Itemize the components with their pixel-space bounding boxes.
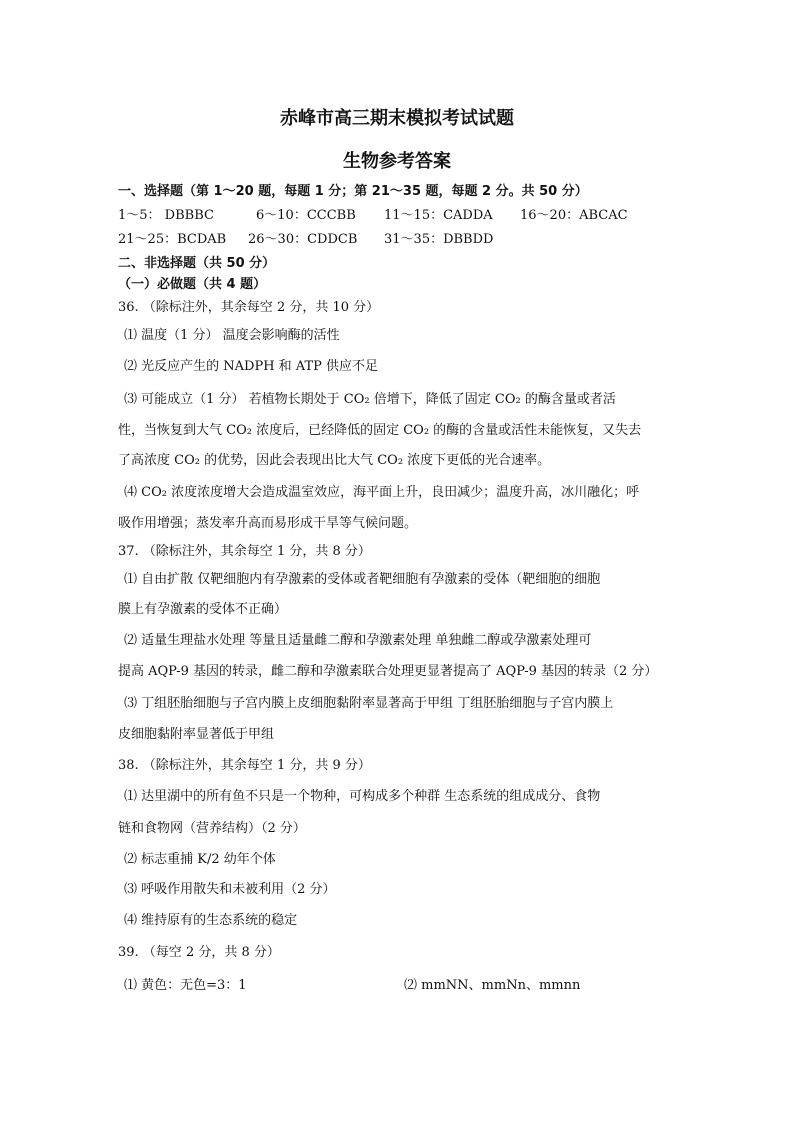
page-title: 赤峰市高三期末模拟考试试题 [280, 108, 514, 129]
q37-answer-1-line2: 膜上有孕激素的受体不正确） [118, 602, 288, 617]
choice-answers-1-5: 1～5： DBBBC [118, 208, 214, 223]
choice-answers-6-10: 6～10：CCCBB [256, 208, 356, 223]
q38-answer-4: ⑷ 维持原有的生态系统的稳定 [124, 913, 298, 928]
choice-answers-16-20: 16～20：ABCAC [520, 208, 628, 223]
q37-header: 37. （除标注外，其余每空 1 分，共 8 分） [118, 544, 371, 559]
q37-answer-3-line1: ⑶ 丁组胚胎细胞与子宫内膜上皮细胞黏附率显著高于甲组 丁组胚胎细胞与子宫内膜上 [124, 696, 614, 711]
q37-answer-1-line1: ⑴ 自由扩散 仅靶细胞内有孕激素的受体或者靶细胞有孕激素的受体（靶细胞的细胞 [124, 572, 601, 587]
q37-answer-2-line2: 提高 AQP-9 基因的转录，雌二醇和孕激素联合处理更显著提高了 AQP-9 基因的转录（2 分） [118, 664, 658, 679]
q36-answer-4-line2: 吸作用增强；蒸发率升高而易形成干旱等气候问题。 [118, 516, 418, 531]
choice-answers-11-15: 11～15：CADDA [384, 208, 493, 223]
q37-answer-3-line2: 皮细胞黏附率显著低于甲组 [118, 727, 275, 742]
choice-answers-21-25: 21～25：BCDAB [118, 232, 227, 247]
choice-answers-31-35: 31～35：DBBDD [384, 232, 494, 247]
section1-heading: 一、选择题（第 1～20 题，每题 1 分；第 21～35 题，每题 2 分。共 50 分） [118, 184, 588, 199]
q36-answer-3-line3: 了高浓度 CO₂ 的优势，因此会表现出比大气 CO₂ 浓度下更低的光合速率。 [118, 453, 551, 468]
q36-answer-1: ⑴ 温度（1 分） 温度会影响酶的活性 [124, 328, 340, 343]
q37-answer-2-line1: ⑵ 适量生理盐水处理 等量且适量雌二醇和孕激素处理 单独雌二醇或孕激素处理可 [124, 633, 592, 648]
q36-header: 36. （除标注外，其余每空 2 分，共 10 分） [118, 300, 380, 315]
q39-header: 39. （每空 2 分，共 8 分） [118, 945, 280, 960]
q38-answer-2: ⑵ 标志重捕 K/2 幼年个体 [124, 852, 276, 867]
q38-header: 38. （除标注外，其余每空 1 分，共 9 分） [118, 758, 371, 773]
q39-answer-2: ⑵ mmNN、mmNn、mmnn [404, 978, 581, 993]
section2-heading: 二、非选择题（共 50 分） [118, 256, 276, 271]
q38-answer-1-line2: 链和食物网（营养结构）（2 分） [118, 821, 306, 836]
q36-answer-3-line1: ⑶ 可能成立（1 分） 若植物长期处于 CO₂ 倍增下，降低了固定 CO₂ 的酶含量或者活 [124, 392, 616, 407]
q38-answer-3: ⑶ 呼吸作用散失和未被利用（2 分） [124, 882, 336, 897]
q39-answer-1: ⑴ 黄色：无色=3：1 [124, 978, 247, 993]
q36-answer-3-line2: 性，当恢复到大气 CO₂ 浓度后，已经降低的固定 CO₂ 的酶的含量或活性未能恢复，又失去 [118, 423, 642, 438]
q36-answer-4-line1: ⑷ CO₂ 浓度浓度增大会造成温室效应，海平面上升，良田减少；温度升高，冰川融化；呼 [124, 485, 640, 500]
choice-answers-26-30: 26～30：CDDCB [248, 232, 358, 247]
q38-answer-1-line1: ⑴ 达里湖中的所有鱼不只是一个物种，可构成多个种群 生态系统的组成成分、食物 [124, 789, 601, 804]
page-subtitle: 生物参考答案 [343, 151, 451, 172]
q36-answer-2: ⑵ 光反应产生的 NADPH 和 ATP 供应不足 [124, 359, 379, 374]
section2-subheading: （一）必做题（共 4 题） [118, 277, 267, 292]
